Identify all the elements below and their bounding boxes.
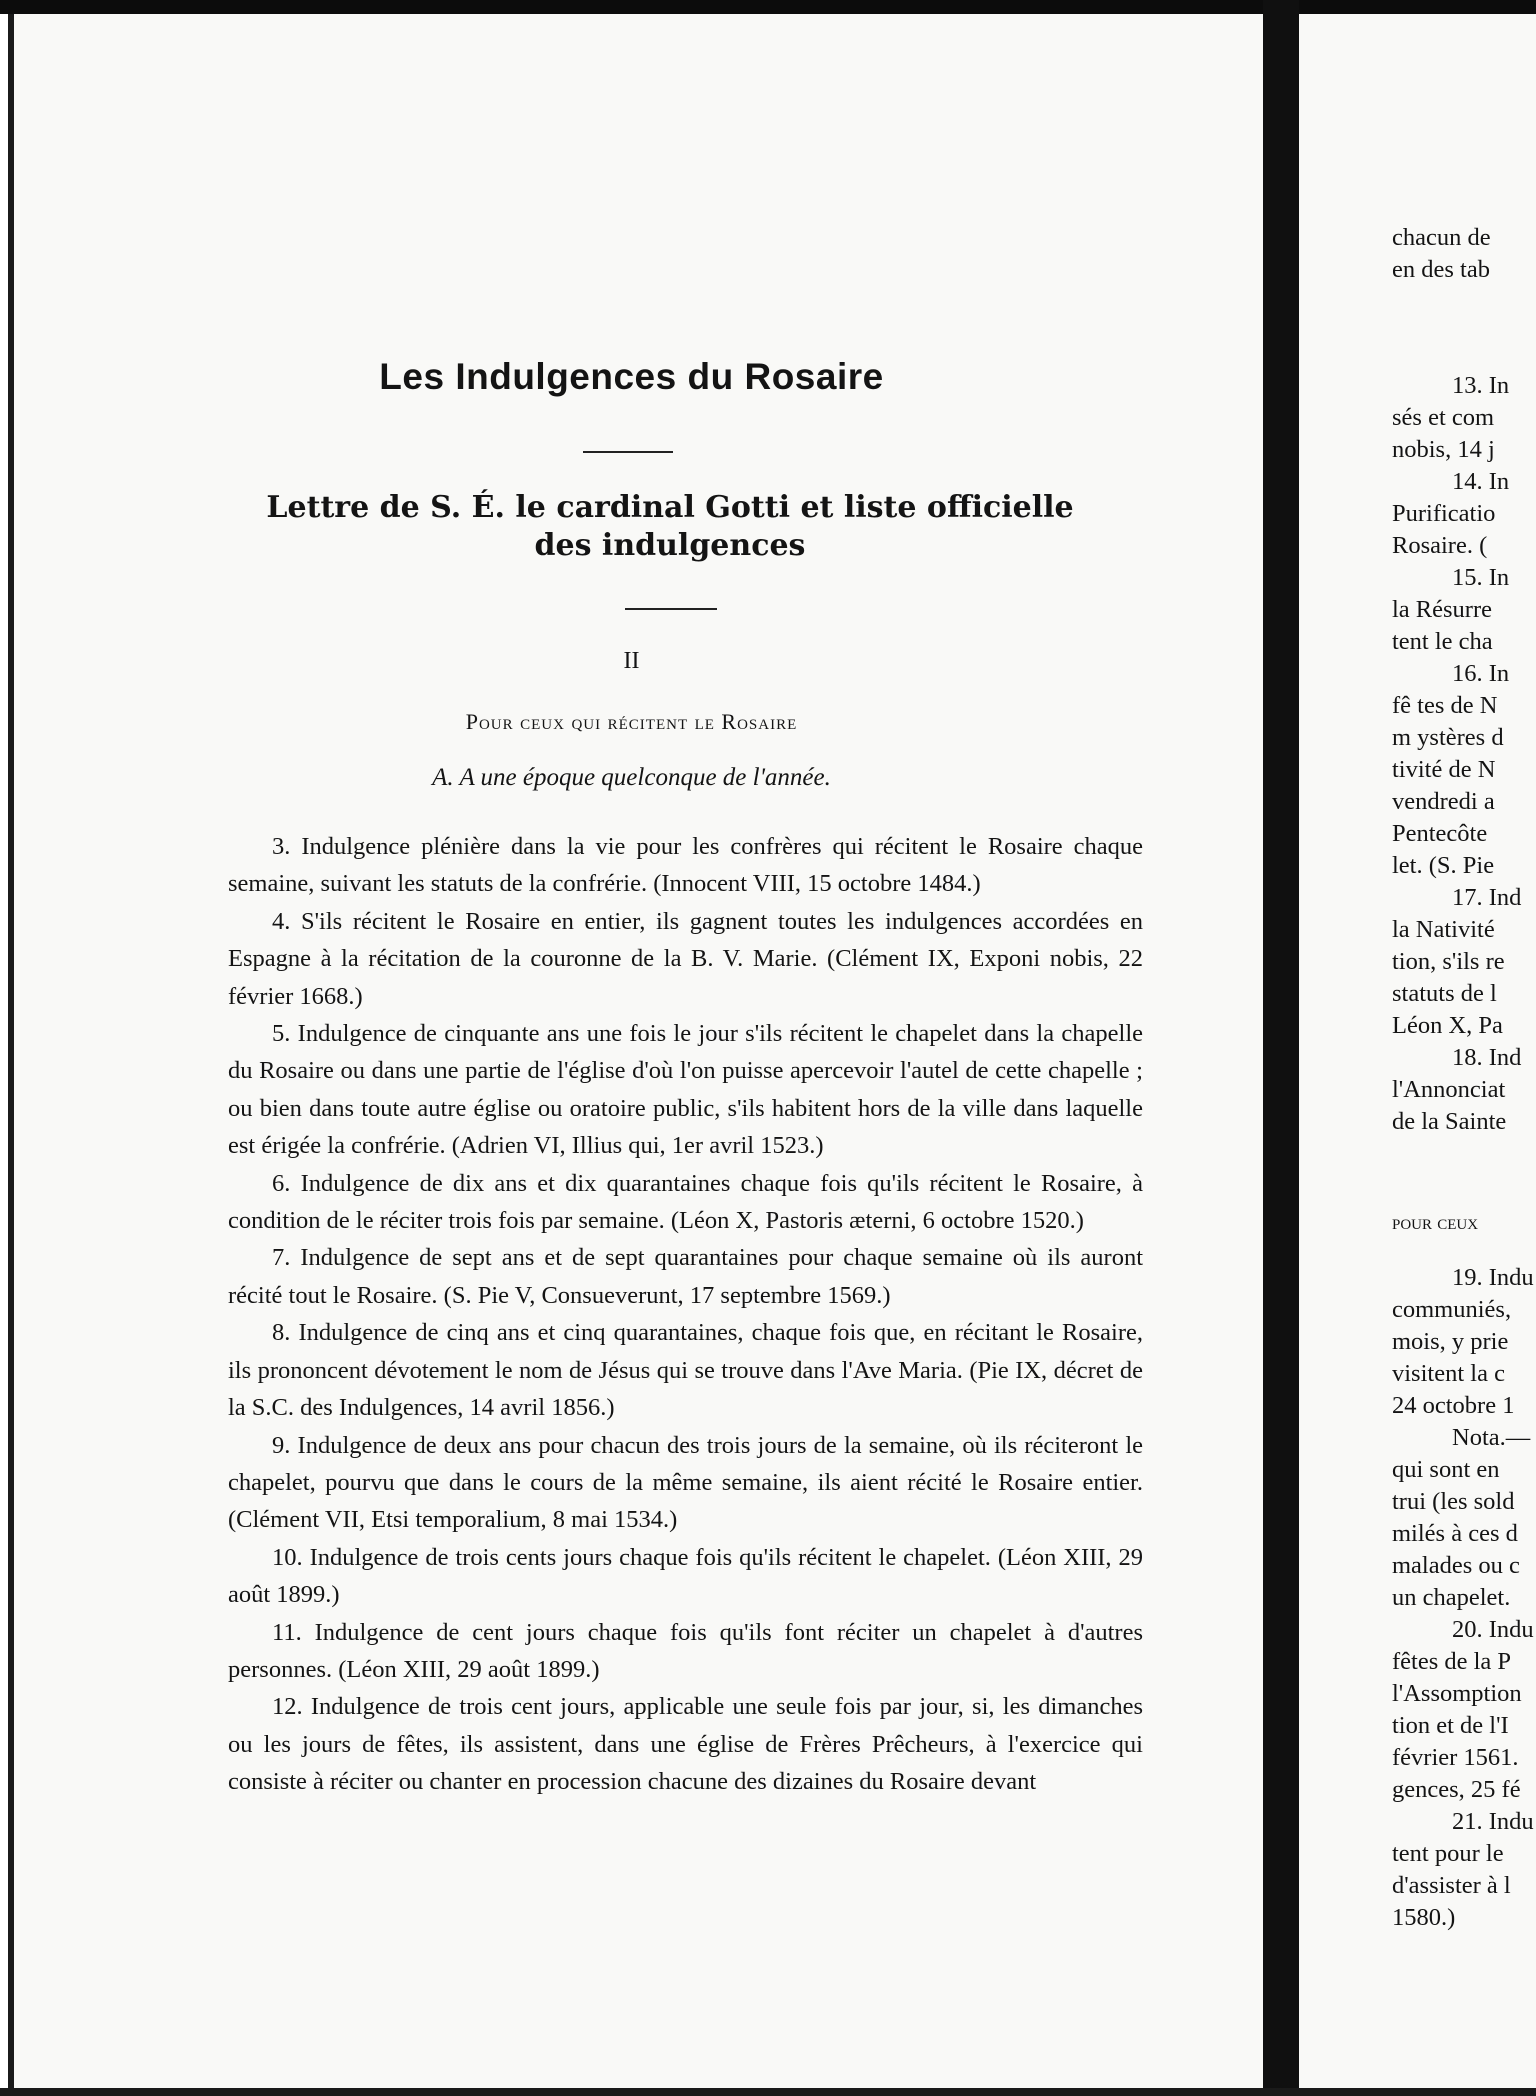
right-page-line: un chapelet. — [1392, 1584, 1511, 1611]
right-page-line: Nota.— — [1452, 1424, 1531, 1451]
right-page-line: 1580.) — [1392, 1904, 1456, 1931]
right-page-line: la Nativité — [1392, 916, 1495, 943]
right-page-line: Rosaire. ( — [1392, 532, 1488, 559]
right-page-line: de la Sainte — [1392, 1108, 1507, 1135]
section-number: II — [623, 648, 640, 674]
right-page-line: tent le cha — [1392, 628, 1493, 655]
right-page-line: qui sont en — [1392, 1456, 1500, 1483]
book-gutter — [1263, 0, 1299, 2096]
right-page-line: d'assister à l — [1392, 1872, 1511, 1899]
right-page-line: gences, 25 fé — [1392, 1776, 1521, 1803]
right-page-line: l'Assomption — [1392, 1680, 1522, 1707]
right-page-line: 17. Ind — [1452, 884, 1522, 911]
paragraph-3: 3. Indulgence plénière dans la vie pour les confrères qui récitent le Rosaire chaque semaine, suivant les statuts de la confrérie. (Innocent VIII, 15 octobre 1484.) — [228, 833, 1143, 898]
paragraph-4: 4. S'ils récitent le Rosaire en entier, ils gagnent toutes les indulgences accordées en Espagne à la récitation de la couronne de la B. V. Marie. (Clément IX, Exponi nobis, 22 février 1668.) — [228, 907, 1143, 1010]
section-heading: Pour ceux qui récitent le Rosaire — [465, 709, 798, 734]
letter-subtitle — [190, 489, 1150, 565]
paragraph-7: 7. Indulgence de sept ans et de sept quarantaines pour chaque semaine où ils auront récité tout le Rosaire. (S. Pie V, Consueverunt, 17 septembre 1569.) — [228, 1244, 1143, 1309]
paragraph-12: 12. Indulgence de trois cent jours, applicable une seule fois par jour, si, les dimanches ou les jours de fêtes, ils assistent, dans une église de Frères Prêcheurs, à l'exercice qui consiste à réciter ou chanter en procession chacune des dizaines du Rosaire devant — [228, 1693, 1143, 1796]
right-page-line: malades ou c — [1392, 1552, 1520, 1579]
right-page-line: 13. In — [1452, 372, 1510, 399]
right-page-line: milés à ces d — [1392, 1520, 1518, 1547]
subtitle-line-2: des indulgences — [534, 528, 806, 563]
right-page-line: Purificatio — [1392, 500, 1496, 527]
right-page-line: en des tab — [1392, 256, 1490, 283]
right-page-line: Pentecôte — [1392, 820, 1488, 847]
right-page-line: l'Annonciat — [1392, 1076, 1506, 1103]
section-subheading: A. A une époque quelconque de l'année. — [432, 764, 831, 791]
right-page-line: la Résurre — [1392, 596, 1492, 623]
subtitle-divider — [625, 608, 717, 610]
right-page-line: communiés, — [1392, 1296, 1512, 1323]
scan-bottom-edge — [0, 2088, 1536, 2096]
right-page-line: 15. In — [1452, 564, 1510, 591]
right-page-line: 21. Indu — [1452, 1808, 1534, 1835]
right-page-line: tion, s'ils re — [1392, 948, 1505, 975]
right-page-line: tent pour le — [1392, 1840, 1504, 1867]
paragraph-9: 9. Indulgence de deux ans pour chacun des trois jours de la semaine, où ils réciteront le chapelet, pourvu que dans le cours de la même semaine, ils aient récité le Rosaire entier. (Clément VII, Etsi temporalium, 8 mai 1534.) — [228, 1431, 1143, 1534]
right-page-line: let. (S. Pie — [1392, 852, 1495, 879]
paragraph-8: 8. Indulgence de cinq ans et cinq quarantaines, chaque fois que, en récitant le Rosaire, ils prononcent dévotement le nom de Jésus qui se trouve dans l'Ave Maria. (Pie IX, décret de la S.C. des Indulgences, 14 avril 1856.) — [228, 1319, 1143, 1422]
right-page-line: chacun de — [1392, 224, 1491, 251]
right-page-line: statuts de l — [1392, 980, 1497, 1007]
subtitle-line-1: Lettre de S. É. le cardinal Gotti et liste officielle — [266, 490, 1074, 525]
paragraph-11: 11. Indulgence de cent jours chaque fois qu'ils font réciter un chapelet à d'autres personnes. (Léon XIII, 29 août 1899.) — [228, 1618, 1143, 1683]
right-page-line: pour ceux — [1392, 1210, 1479, 1234]
right-page-line: sés et com — [1392, 404, 1495, 431]
right-page-line: fêtes de la P — [1392, 1648, 1512, 1675]
paragraph-6: 6. Indulgence de dix ans et dix quarantaines chaque fois qu'ils récitent le Rosaire, à condition de le réciter trois fois par semaine. (Léon X, Pastoris æterni, 6 octobre 1520.) — [228, 1169, 1143, 1235]
paragraph-5: 5. Indulgence de cinquante ans une fois le jour s'ils récitent le chapelet dans la chapelle du Rosaire ou dans une partie de l'église d'où l'on puisse apercevoir l'autel de cette chapelle ; ou bien dans toute autre église ou oratoire public, s'ils habitent hors de la ville dans laquelle est érigée la confrérie. (Adrien VI, Illius qui, 1er avril 1523.) — [228, 1020, 1143, 1160]
right-page-line: visitent la c — [1392, 1360, 1505, 1387]
right-page-line: 14. In — [1452, 468, 1510, 495]
right-page-line: février 1561. — [1392, 1744, 1519, 1771]
right-page-line: tivité de N — [1392, 756, 1496, 783]
right-page-line: 24 octobre 1 — [1392, 1392, 1515, 1419]
right-page-line: 16. In — [1452, 660, 1510, 687]
right-page-line: 20. Indu — [1452, 1616, 1534, 1643]
right-page-line: mois, y prie — [1392, 1328, 1509, 1355]
right-page-line: vendredi a — [1392, 788, 1495, 815]
right-page-line: nobis, 14 j — [1392, 436, 1495, 463]
scan-top-edge — [0, 0, 1536, 14]
right-page-line: Léon X, Pa — [1392, 1012, 1503, 1039]
paragraph-10: 10. Indulgence de trois cents jours chaque fois qu'ils récitent le chapelet. (Léon XIII, 29 août 1899.) — [228, 1543, 1143, 1609]
right-page-line: tion et de l'I — [1392, 1712, 1509, 1739]
indulgence-list — [228, 828, 1143, 1801]
title-divider — [583, 451, 673, 453]
page-title: Les Indulgences du Rosaire — [379, 356, 884, 397]
right-page-line: fê tes de N — [1392, 692, 1498, 719]
right-page-line: 19. Indu — [1452, 1264, 1534, 1291]
right-page-line: m ystères d — [1392, 724, 1504, 751]
right-page-line: 18. Ind — [1452, 1044, 1522, 1071]
right-page-line: trui (les sold — [1392, 1488, 1515, 1515]
